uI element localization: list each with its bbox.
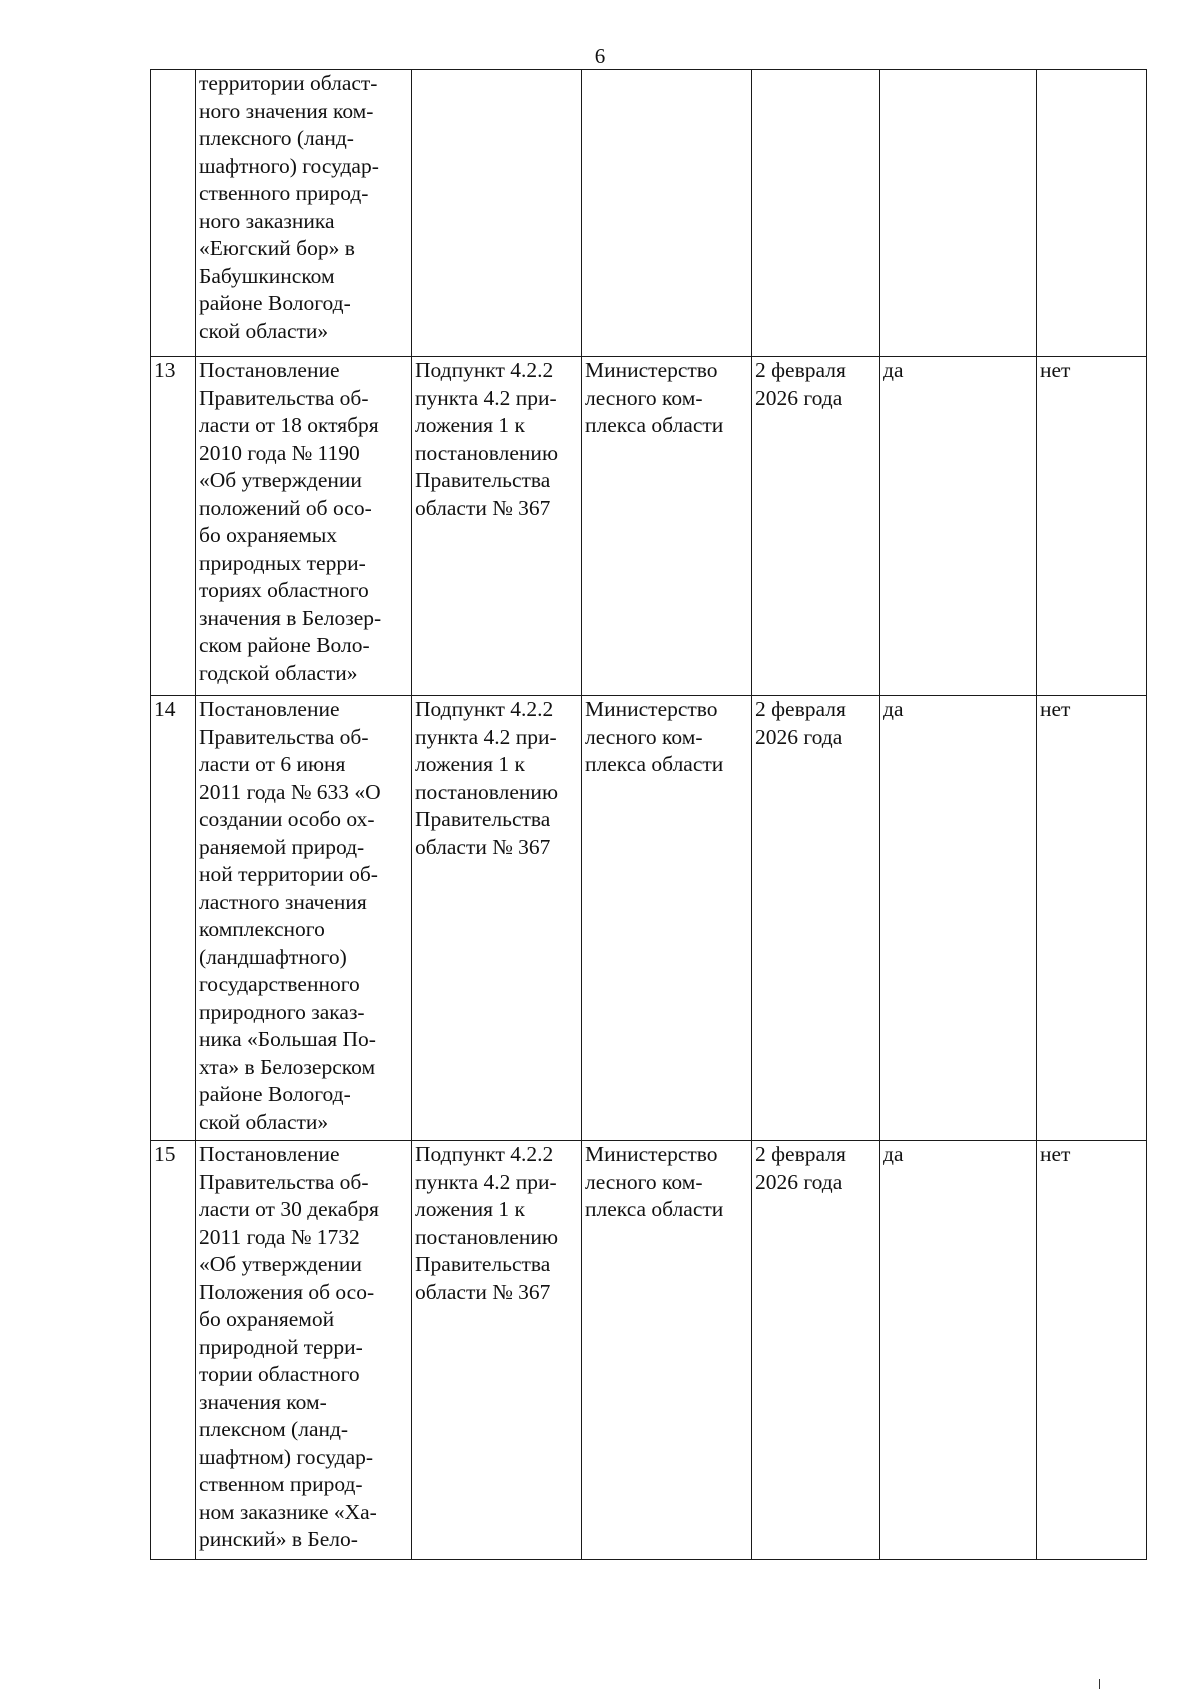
table-row-15: [151, 1141, 1147, 1560]
cell-date: 2 февраля 2026 года: [752, 1141, 880, 1560]
cell-flag-1: да: [880, 357, 1037, 696]
cell-document: Постановление Правительства об- ласти от 18 октября 2010 года № 1190 «Об утверждении положений об осо- бо охраняемых природных терри- ториях областного значения в Белозер- ском районе Воло- годской области»: [196, 357, 412, 696]
cell-flag-2: [1037, 70, 1147, 357]
document-table: [150, 69, 1147, 1560]
cell-organization: Министерство лесного ком- плекса области: [582, 357, 752, 696]
cell-flag-1: [880, 70, 1037, 357]
table-row-continued: [151, 70, 1147, 357]
cell-organization: Министерство лесного ком- плекса области: [582, 696, 752, 1141]
cell-number: [151, 70, 196, 357]
cell-date: [752, 70, 880, 357]
page-number: 6: [594, 44, 606, 68]
cell-point: Подпункт 4.2.2 пункта 4.2 при- ложения 1 к постановлению Правительства области № 367: [412, 696, 582, 1141]
cell-date: 2 февраля 2026 года: [752, 357, 880, 696]
table-row-13: [151, 357, 1147, 696]
cell-flag-1: да: [880, 696, 1037, 1141]
cell-number: 14: [151, 696, 196, 1141]
cell-point: Подпункт 4.2.2 пункта 4.2 при- ложения 1 к постановлению Правительства области № 367: [412, 1141, 582, 1560]
cell-flag-2: нет: [1037, 1141, 1147, 1560]
cell-number: 15: [151, 1141, 196, 1560]
cell-number: 13: [151, 357, 196, 696]
cell-point: Подпункт 4.2.2 пункта 4.2 при- ложения 1 к постановлению Правительства области № 367: [412, 357, 582, 696]
cell-point: [412, 70, 582, 357]
table-row-14: [151, 696, 1147, 1141]
cell-document: территории област- ного значения ком- плексного (ланд- шафтного) государ- ственного природ- ного заказника «Еюгский бор» в Бабушкинском районе Вологод- ской области»: [196, 70, 412, 357]
cell-date: 2 февраля 2026 года: [752, 696, 880, 1141]
cell-flag-2: нет: [1037, 357, 1147, 696]
cell-organization: Министерство лесного ком- плекса области: [582, 1141, 752, 1560]
scan-mark: [1099, 1679, 1100, 1689]
cell-flag-2: нет: [1037, 696, 1147, 1141]
cell-flag-1: да: [880, 1141, 1037, 1560]
cell-organization: [582, 70, 752, 357]
cell-document: Постановление Правительства об- ласти от 6 июня 2011 года № 633 «О создании особо ох- раняемой природ- ной территории об- ластного значения комплексного (ландшафтного) государственного природного заказ- ника «Большая По- хта» в Белозерском районе Вологод- ской области»: [196, 696, 412, 1141]
cell-document: Постановление Правительства об- ласти от 30 декабря 2011 года № 1732 «Об утверждении Положения об осо- бо охраняемой природной терри- тории областного значения ком- плексном (ланд- шафтном) государ- ственном природ- ном заказнике «Ха- ринский» в Бело-: [196, 1141, 412, 1560]
